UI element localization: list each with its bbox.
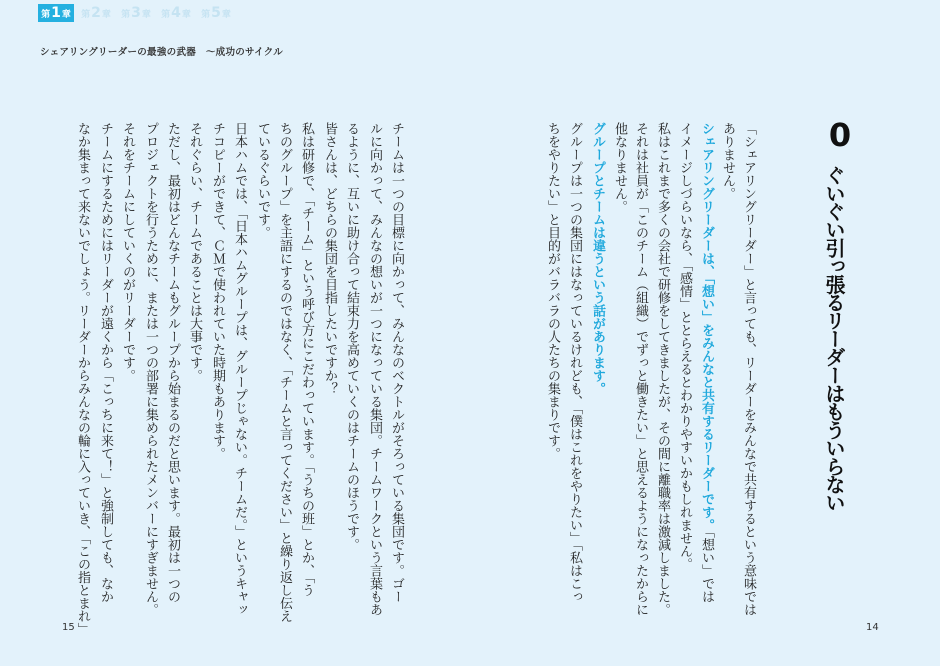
chapter-tab-post: 章 (141, 9, 151, 20)
text-column (75, 122, 89, 636)
text-column (299, 122, 313, 597)
text-column (720, 122, 734, 200)
text-column (612, 122, 626, 213)
chapter-tab-4 (158, 4, 194, 22)
column-text: プロジェクトを行うために、または一つの部署に集められたメンバーにすぎません。 (143, 122, 158, 616)
column-text: チームにするためにはリーダーが遠くから「こっちに来て！」と強制しても、なか (98, 122, 113, 603)
text-column (277, 122, 291, 623)
section-title: ぐいぐい引っ張るリーダーはもういらない (822, 165, 846, 511)
text-column (655, 122, 669, 616)
column-text: 私は研修で、「チーム」という呼び方にこだわっています。「うちの班」とか、「う (299, 122, 314, 597)
column-text: 日本ハムでは、「日本ハムグループは、グループじゃない。チームだ。」というキャッ (232, 122, 247, 616)
text-column (367, 122, 381, 616)
text-column (187, 122, 201, 382)
column-text: イメージしづらいなら、「感情」ととらえるとわかりやすいかもしれません。 (677, 122, 692, 571)
section-number: 0 (828, 116, 852, 154)
chapter-tab-pre: 第 (121, 9, 131, 20)
text-column (699, 122, 713, 603)
column-text: それぐらい、チームであることは大事です。 (187, 122, 202, 382)
column-text: ちのグループ」を主語にするのではなく、「チームと言ってください」と繰り返し伝え (277, 122, 292, 623)
chapter-tab-post: 章 (101, 9, 111, 20)
chapter-tab-post: 章 (181, 9, 191, 20)
column-text: ありません。 (720, 122, 735, 200)
chapter-tab-pre: 第 (81, 9, 91, 20)
text-column (344, 122, 358, 551)
chapter-tab-pre: 第 (201, 9, 211, 20)
column-text: チコピーができて、ＣＭで使われていた時期もあります。 (210, 122, 225, 460)
text-column (165, 122, 179, 603)
text-column (677, 122, 691, 571)
column-text: チームは一つの目標に向かって、みんなのベクトルがそろっている集団です。ゴー (389, 122, 404, 603)
column-text: 私はこれまで多くの会社で研修をしてきましたが、その間に離職率は激減しました。 (655, 122, 670, 616)
text-column (120, 122, 134, 382)
text-column (567, 122, 581, 603)
text-column (98, 122, 112, 603)
chapter-tab-pre: 第 (41, 9, 51, 20)
text-column (590, 122, 604, 395)
column-text: グループは一つの集団にはなっているけれども、「僕はこれをやりたい」「私はこっ (567, 122, 582, 603)
chapter-tab-num: 3 (131, 5, 141, 21)
chapter-tab-post: 章 (61, 9, 71, 20)
chapter-tab-1 (38, 4, 74, 22)
text-column (232, 122, 246, 616)
page-number-right: 14 (866, 622, 879, 633)
chapter-tab-pre: 第 (161, 9, 171, 20)
chapter-tab-num: 1 (51, 5, 61, 21)
text-column (633, 122, 647, 616)
text-column (255, 122, 269, 239)
chapter-tab-3 (118, 4, 154, 22)
column-text: ただし、最初はどんなチームもグループから始まるのだと思います。最初は一つの (165, 122, 180, 603)
running-header: シェアリングリーダーの最強の武器 〜成功のサイクル (40, 47, 284, 58)
chapter-tab-post: 章 (221, 9, 231, 20)
chapter-tab-num: 4 (171, 5, 181, 21)
text-column (143, 122, 157, 616)
column-text: 他なりません。 (612, 122, 627, 213)
text-column (210, 122, 224, 460)
chapter-tab-2 (78, 4, 114, 22)
column-text: 皆さんは、どちらの集団を目指したいですか？ (322, 122, 337, 395)
column-text: ちをやりたい」と目的がバラバラの人たちの集まりです。 (545, 122, 560, 460)
text-column (322, 122, 336, 395)
page-number-left: 15 (62, 622, 75, 633)
column-text: なか集まって来ないでしょう。リーダーからみんなの輪に入っていき、「この指とまれ」 (75, 122, 90, 636)
chapter-tab-num: 2 (91, 5, 101, 21)
column-text: 「想い」では (699, 531, 714, 603)
highlight-text: グループとチームは違うという話があります。 (590, 122, 605, 395)
text-column (741, 122, 755, 616)
text-column (389, 122, 403, 603)
chapter-tab-num: 5 (211, 5, 221, 21)
column-text: それは社員が「このチーム（組織）でずっと働きたい」と思えるようになったからに (633, 122, 648, 616)
text-column (545, 122, 559, 460)
column-text: ているぐらいです。 (255, 122, 270, 239)
highlight-text: シェアリングリーダーは、「想い」をみんなと共有するリーダーです。 (699, 122, 714, 532)
column-text: るように、互いに助け合って結束力を高めていくのはチームのほうです。 (344, 122, 359, 551)
chapter-tab-5 (198, 4, 234, 22)
column-text: ルに向かって、みんなの想いが一つになっている集団。チームワークという言葉もあ (367, 122, 382, 616)
column-text: それをチームにしていくのがリーダーです。 (120, 122, 135, 382)
column-text: 「シェアリングリーダー」と言っても、リーダーをみんなで共有するという意味では (741, 122, 756, 616)
chapter-tabs (38, 4, 234, 22)
